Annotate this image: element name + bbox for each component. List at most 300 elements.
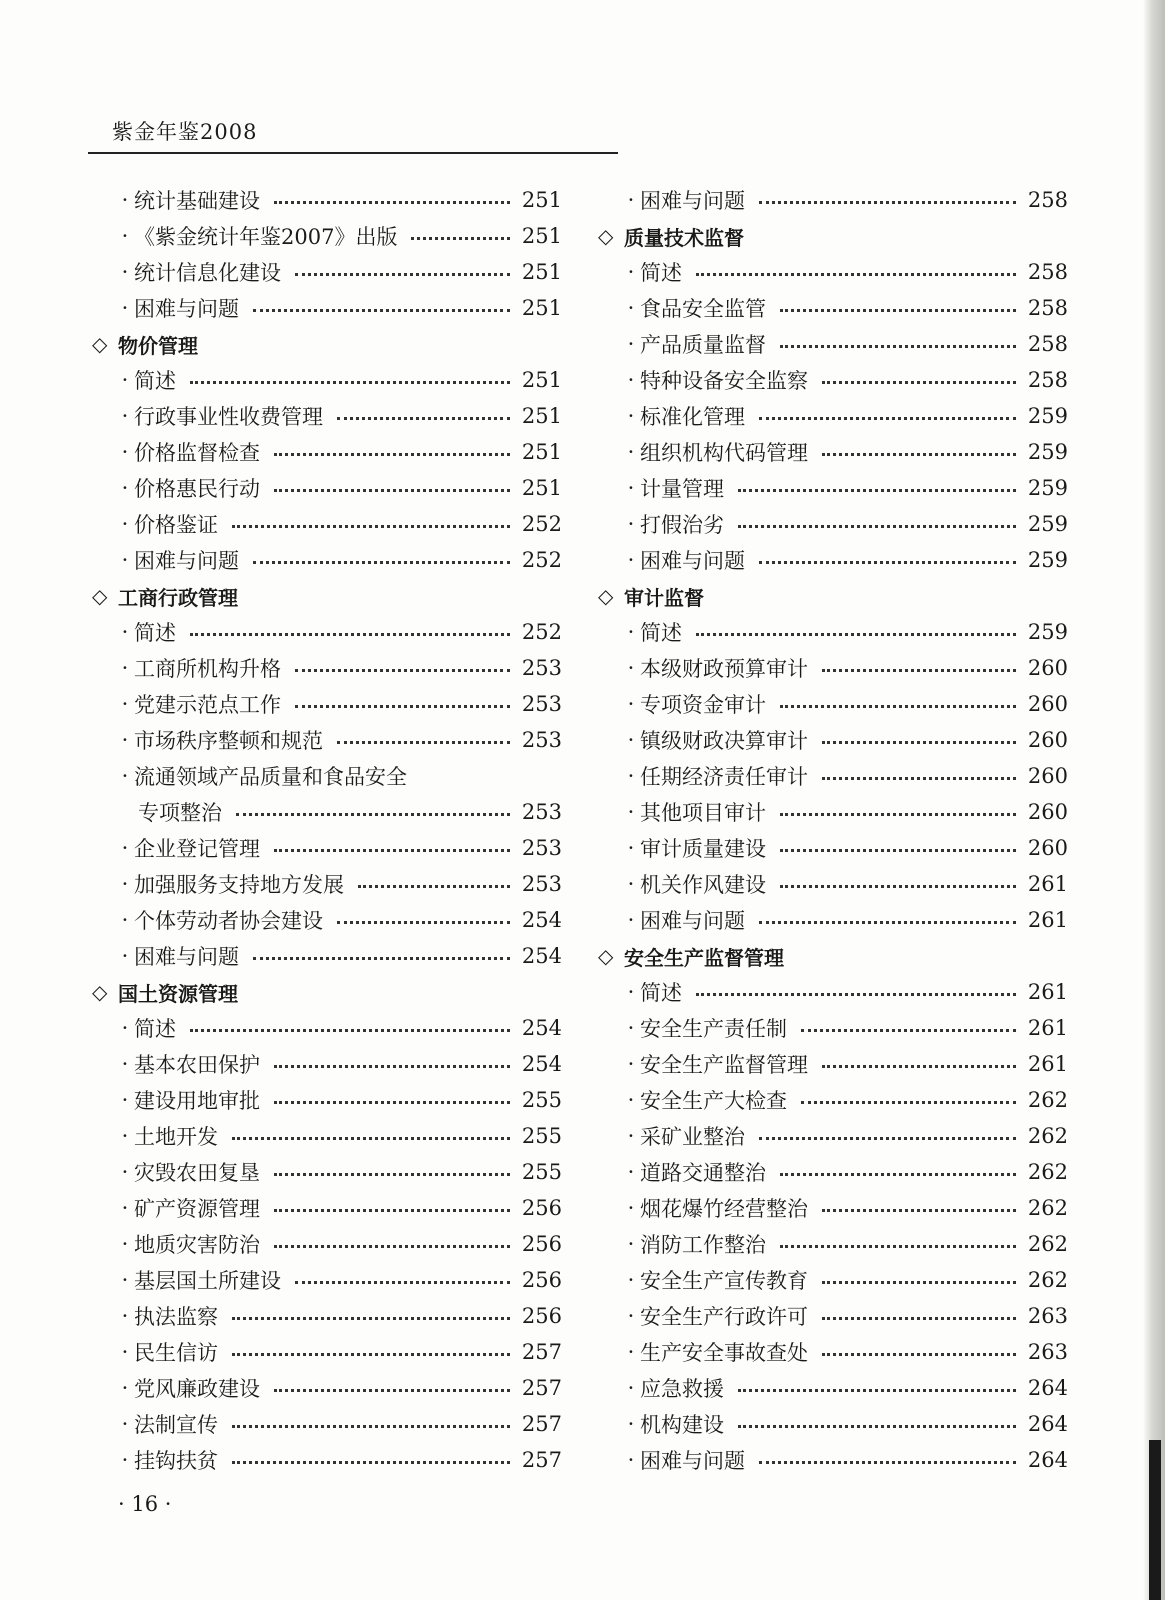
toc-entry	[92, 1154, 562, 1190]
toc-entry	[598, 254, 1068, 290]
toc-entry	[92, 722, 562, 758]
dot-leader	[759, 921, 1016, 924]
dot-leader	[295, 669, 510, 672]
dot-leader	[780, 813, 1016, 816]
entry-title: 困难与问题	[640, 1449, 745, 1473]
entry-page-number: 261	[1027, 872, 1068, 896]
entry-title: 专项资金审计	[640, 693, 766, 717]
toc-entry	[598, 470, 1068, 506]
bullet-icon: ·	[627, 1268, 635, 1292]
dot-leader	[295, 1281, 510, 1284]
entry-title: 基层国土所建设	[134, 1269, 281, 1293]
bullet-icon: ·	[627, 1304, 635, 1328]
dot-leader	[274, 1245, 510, 1248]
entry-title: 其他项目审计	[640, 801, 766, 825]
bullet-icon: ·	[627, 548, 635, 572]
entry-title: 统计信息化建设	[134, 261, 281, 285]
entry-page-number: 256	[521, 1232, 562, 1256]
dot-leader	[253, 561, 510, 564]
toc-entry	[598, 1334, 1068, 1370]
bullet-icon: ·	[627, 476, 635, 500]
entry-page-number: 260	[1027, 764, 1068, 788]
entry-title: 机构建设	[640, 1413, 724, 1437]
dot-leader	[780, 885, 1016, 888]
dot-leader	[411, 237, 510, 240]
dot-leader	[759, 1461, 1016, 1464]
toc-section-heading	[598, 578, 1068, 614]
entry-title: 简述	[134, 621, 176, 645]
bullet-icon: ·	[627, 872, 635, 896]
section-title: 审计监督	[624, 585, 704, 610]
dot-leader	[253, 309, 510, 312]
toc-entry	[92, 686, 562, 722]
entry-title: 消防工作整治	[640, 1233, 766, 1257]
diamond-icon: ◇	[92, 584, 108, 608]
entry-page-number: 257	[521, 1376, 562, 1400]
entry-title: 困难与问题	[134, 549, 239, 573]
dot-leader	[274, 1065, 510, 1068]
bullet-icon: ·	[627, 440, 635, 464]
entry-page-number: 260	[1027, 692, 1068, 716]
toc-entry	[598, 1298, 1068, 1334]
bullet-icon: ·	[121, 1016, 129, 1040]
dot-leader	[274, 1101, 510, 1104]
section-title: 工商行政管理	[118, 585, 238, 610]
bullet-icon: ·	[121, 404, 129, 428]
bullet-icon: ·	[121, 1124, 129, 1148]
entry-title: 计量管理	[640, 477, 724, 501]
entry-page-number: 251	[521, 260, 562, 284]
toc-entry	[598, 866, 1068, 902]
entry-page-number: 252	[521, 512, 562, 536]
entry-page-number: 253	[521, 656, 562, 680]
bullet-icon: ·	[627, 620, 635, 644]
scan-edge	[1143, 0, 1165, 1600]
entry-page-number: 254	[521, 908, 562, 932]
toc-entry	[598, 614, 1068, 650]
bullet-icon: ·	[627, 512, 635, 536]
bullet-icon: ·	[121, 1160, 129, 1184]
page-number: · 16 ·	[118, 1492, 172, 1516]
dot-leader	[822, 1317, 1016, 1320]
toc-entry	[92, 506, 562, 542]
entry-page-number: 252	[521, 548, 562, 572]
entry-page-number: 255	[521, 1160, 562, 1184]
toc-entry	[92, 254, 562, 290]
entry-page-number: 262	[1027, 1268, 1068, 1292]
toc-entry	[92, 830, 562, 866]
toc-entry	[92, 866, 562, 902]
entry-page-number: 256	[521, 1268, 562, 1292]
dot-leader	[738, 489, 1016, 492]
entry-title: 困难与问题	[640, 189, 745, 213]
entry-title: 建设用地审批	[134, 1089, 260, 1113]
bullet-icon: ·	[627, 368, 635, 392]
bullet-icon: ·	[121, 296, 129, 320]
bullet-icon: ·	[121, 1268, 129, 1292]
bullet-icon: ·	[121, 692, 129, 716]
entry-title: 简述	[640, 261, 682, 285]
entry-title: 镇级财政决算审计	[640, 729, 808, 753]
entry-title: 生产安全事故查处	[640, 1341, 808, 1365]
toc-entry	[598, 1046, 1068, 1082]
toc-entry	[92, 794, 562, 830]
entry-title: 采矿业整治	[640, 1125, 745, 1149]
entry-page-number: 259	[1027, 548, 1068, 572]
toc-entry	[92, 362, 562, 398]
bullet-icon: ·	[627, 1160, 635, 1184]
bullet-icon: ·	[627, 980, 635, 1004]
toc-entry	[598, 974, 1068, 1010]
dot-leader	[274, 1209, 510, 1212]
toc-entry	[598, 1370, 1068, 1406]
toc-entry	[92, 398, 562, 434]
toc-right-column	[598, 182, 1068, 1478]
entry-title: 简述	[640, 981, 682, 1005]
toc-entry	[92, 1262, 562, 1298]
section-title: 国土资源管理	[118, 981, 238, 1006]
dot-leader	[232, 1461, 510, 1464]
toc-entry	[92, 1226, 562, 1262]
toc-entry	[92, 182, 562, 218]
entry-page-number: 256	[521, 1304, 562, 1328]
entry-title: 灾毁农田复垦	[134, 1161, 260, 1185]
toc-entry	[598, 794, 1068, 830]
toc-entry	[92, 902, 562, 938]
entry-title: 简述	[640, 621, 682, 645]
toc-entry	[92, 470, 562, 506]
toc-entry	[598, 506, 1068, 542]
entry-title: 工商所机构升格	[134, 657, 281, 681]
bullet-icon: ·	[121, 368, 129, 392]
entry-page-number: 261	[1027, 980, 1068, 1004]
entry-title: 困难与问题	[640, 909, 745, 933]
toc-section-heading	[92, 326, 562, 362]
entry-title: 市场秩序整顿和规范	[134, 729, 323, 753]
entry-title: 民生信访	[134, 1341, 218, 1365]
bullet-icon: ·	[627, 1412, 635, 1436]
entry-title: 打假治劣	[640, 513, 724, 537]
dot-leader	[822, 1281, 1016, 1284]
entry-page-number: 263	[1027, 1304, 1068, 1328]
toc-entry	[92, 758, 562, 794]
entry-title: 困难与问题	[134, 945, 239, 969]
entry-title: 统计基础建设	[134, 189, 260, 213]
entry-page-number: 251	[521, 188, 562, 212]
entry-title: 产品质量监督	[640, 333, 766, 357]
entry-title: 矿产资源管理	[134, 1197, 260, 1221]
entry-page-number: 262	[1027, 1088, 1068, 1112]
entry-title: 道路交通整治	[640, 1161, 766, 1185]
dot-leader	[780, 849, 1016, 852]
bullet-icon: ·	[627, 1016, 635, 1040]
entry-page-number: 259	[1027, 476, 1068, 500]
bullet-icon: ·	[121, 1088, 129, 1112]
toc-entry	[598, 542, 1068, 578]
dot-leader	[274, 453, 510, 456]
entry-title: 安全生产行政许可	[640, 1305, 808, 1329]
dot-leader	[780, 309, 1016, 312]
dot-leader	[337, 921, 510, 924]
header-rule	[88, 152, 618, 154]
entry-title: 企业登记管理	[134, 837, 260, 861]
dot-leader	[759, 1137, 1016, 1140]
toc-entry	[598, 1154, 1068, 1190]
entry-page-number: 260	[1027, 656, 1068, 680]
toc-entry	[598, 758, 1068, 794]
entry-page-number: 259	[1027, 404, 1068, 428]
entry-page-number: 262	[1027, 1124, 1068, 1148]
dot-leader	[822, 1209, 1016, 1212]
entry-title: 任期经济责任审计	[640, 765, 808, 789]
dot-leader	[232, 525, 510, 528]
bullet-icon: ·	[627, 800, 635, 824]
dot-leader	[780, 705, 1016, 708]
dot-leader	[190, 381, 510, 384]
dot-leader	[696, 993, 1016, 996]
dot-leader	[358, 885, 510, 888]
toc-entry	[598, 290, 1068, 326]
bullet-icon: ·	[627, 1052, 635, 1076]
dot-leader	[801, 1101, 1016, 1104]
entry-page-number: 251	[521, 368, 562, 392]
entry-page-number: 253	[521, 836, 562, 860]
bullet-icon: ·	[627, 1376, 635, 1400]
dot-leader	[236, 813, 510, 816]
bullet-icon: ·	[121, 764, 129, 788]
entry-page-number: 257	[521, 1340, 562, 1364]
dot-leader	[190, 633, 510, 636]
entry-page-number: 254	[521, 1016, 562, 1040]
entry-page-number: 251	[521, 296, 562, 320]
dot-leader	[759, 561, 1016, 564]
entry-page-number: 253	[521, 692, 562, 716]
dot-leader	[274, 201, 510, 204]
entry-title: 机关作风建设	[640, 873, 766, 897]
entry-page-number: 259	[1027, 620, 1068, 644]
bullet-icon: ·	[121, 656, 129, 680]
toc-section-heading	[92, 974, 562, 1010]
bullet-icon: ·	[121, 620, 129, 644]
bullet-icon: ·	[627, 296, 635, 320]
toc-section-heading	[598, 218, 1068, 254]
dot-leader	[232, 1137, 510, 1140]
diamond-icon: ◇	[598, 584, 614, 608]
toc-entry	[92, 542, 562, 578]
entry-title: 简述	[134, 369, 176, 393]
section-title: 物价管理	[118, 333, 198, 358]
bullet-icon: ·	[627, 656, 635, 680]
toc-entry	[92, 1442, 562, 1478]
dot-leader	[822, 381, 1016, 384]
diamond-icon: ◇	[598, 224, 614, 248]
bullet-icon: ·	[121, 1232, 129, 1256]
toc-entry	[92, 1334, 562, 1370]
entry-title: 价格监督检查	[134, 441, 260, 465]
dot-leader	[738, 1425, 1016, 1428]
entry-page-number: 254	[521, 944, 562, 968]
dot-leader	[696, 633, 1016, 636]
entry-page-number: 253	[521, 800, 562, 824]
entry-page-number: 260	[1027, 800, 1068, 824]
entry-title: 组织机构代码管理	[640, 441, 808, 465]
bullet-icon: ·	[121, 476, 129, 500]
entry-page-number: 257	[521, 1448, 562, 1472]
bullet-icon: ·	[627, 836, 635, 860]
dot-leader	[822, 453, 1016, 456]
toc-entry	[598, 830, 1068, 866]
dot-leader	[822, 1065, 1016, 1068]
bullet-icon: ·	[627, 692, 635, 716]
entry-title: 党风廉政建设	[134, 1377, 260, 1401]
dot-leader	[295, 705, 510, 708]
bullet-icon: ·	[121, 1412, 129, 1436]
dot-leader	[253, 957, 510, 960]
entry-page-number: 263	[1027, 1340, 1068, 1364]
entry-title: 简述	[134, 1017, 176, 1041]
entry-title: 行政事业性收费管理	[134, 405, 323, 429]
toc-entry	[92, 1046, 562, 1082]
entry-title: 安全生产监督管理	[640, 1053, 808, 1077]
bullet-icon: ·	[121, 728, 129, 752]
bullet-icon: ·	[121, 1304, 129, 1328]
bullet-icon: ·	[627, 908, 635, 932]
dot-leader	[337, 417, 510, 420]
dot-leader	[232, 1353, 510, 1356]
entry-page-number: 260	[1027, 836, 1068, 860]
dot-leader	[738, 525, 1016, 528]
entry-title: 地质灾害防治	[134, 1233, 260, 1257]
entry-page-number: 259	[1027, 512, 1068, 536]
bullet-icon: ·	[627, 1340, 635, 1364]
bullet-icon: ·	[121, 512, 129, 536]
dot-leader	[190, 1029, 510, 1032]
entry-title: 审计质量建设	[640, 837, 766, 861]
entry-title: 加强服务支持地方发展	[134, 873, 344, 897]
toc-entry	[92, 1082, 562, 1118]
entry-page-number: 261	[1027, 908, 1068, 932]
entry-title: 安全生产宣传教育	[640, 1269, 808, 1293]
toc-section-heading	[598, 938, 1068, 974]
bullet-icon: ·	[121, 908, 129, 932]
toc-entry	[92, 650, 562, 686]
toc-entry	[92, 290, 562, 326]
entry-title: 基本农田保护	[134, 1053, 260, 1077]
toc-entry	[598, 902, 1068, 938]
dot-leader	[780, 1173, 1016, 1176]
bullet-icon: ·	[121, 188, 129, 212]
dot-leader	[822, 777, 1016, 780]
toc-left-column	[92, 182, 562, 1478]
diamond-icon: ◇	[92, 332, 108, 356]
dot-leader	[759, 201, 1016, 204]
bullet-icon: ·	[627, 1232, 635, 1256]
entry-page-number: 257	[521, 1412, 562, 1436]
dot-leader	[801, 1029, 1016, 1032]
bullet-icon: ·	[121, 872, 129, 896]
dot-leader	[822, 669, 1016, 672]
entry-page-number: 256	[521, 1196, 562, 1220]
toc-entry	[598, 1226, 1068, 1262]
toc-entry	[92, 1406, 562, 1442]
toc-entry	[92, 434, 562, 470]
entry-title: 执法监察	[134, 1305, 218, 1329]
toc-entry	[92, 938, 562, 974]
entry-title: 流通领域产品质量和食品安全	[134, 765, 407, 789]
bullet-icon: ·	[627, 1088, 635, 1112]
dot-leader	[274, 489, 510, 492]
bullet-icon: ·	[627, 1124, 635, 1148]
toc-entry	[598, 1262, 1068, 1298]
toc-entry	[598, 362, 1068, 398]
dot-leader	[295, 273, 510, 276]
entry-page-number: 264	[1027, 1376, 1068, 1400]
entry-title: 特种设备安全监察	[640, 369, 808, 393]
dot-leader	[232, 1425, 510, 1428]
entry-page-number: 262	[1027, 1160, 1068, 1184]
bullet-icon: ·	[627, 1448, 635, 1472]
diamond-icon: ◇	[598, 944, 614, 968]
dot-leader	[232, 1317, 510, 1320]
dot-leader	[780, 345, 1016, 348]
dot-leader	[696, 273, 1016, 276]
entry-title: 食品安全监管	[640, 297, 766, 321]
entry-title: 土地开发	[134, 1125, 218, 1149]
entry-page-number: 264	[1027, 1448, 1068, 1472]
dot-leader	[780, 1245, 1016, 1248]
dot-leader	[822, 1353, 1016, 1356]
entry-page-number: 264	[1027, 1412, 1068, 1436]
toc-entry	[92, 1118, 562, 1154]
scan-edge-shadow	[1149, 1440, 1161, 1600]
entry-page-number: 260	[1027, 728, 1068, 752]
toc-entry	[92, 614, 562, 650]
bullet-icon: ·	[121, 1340, 129, 1364]
bullet-icon: ·	[627, 728, 635, 752]
entry-page-number: 258	[1027, 332, 1068, 356]
entry-title: 困难与问题	[134, 297, 239, 321]
section-title: 质量技术监督	[624, 225, 744, 250]
toc-entry	[598, 434, 1068, 470]
toc-entry	[92, 1190, 562, 1226]
bullet-icon: ·	[121, 1376, 129, 1400]
entry-page-number: 258	[1027, 368, 1068, 392]
entry-page-number: 251	[521, 476, 562, 500]
entry-title: 专项整治	[138, 801, 222, 825]
dot-leader	[274, 1389, 510, 1392]
bullet-icon: ·	[627, 404, 635, 428]
dot-leader	[759, 417, 1016, 420]
toc-entry	[598, 722, 1068, 758]
entry-page-number: 259	[1027, 440, 1068, 464]
entry-page-number: 255	[521, 1088, 562, 1112]
entry-page-number: 258	[1027, 260, 1068, 284]
bullet-icon: ·	[121, 1448, 129, 1472]
bullet-icon: ·	[121, 836, 129, 860]
bullet-icon: ·	[121, 548, 129, 572]
bullet-icon: ·	[121, 440, 129, 464]
entry-page-number: 261	[1027, 1016, 1068, 1040]
entry-title: 本级财政预算审计	[640, 657, 808, 681]
toc-entry	[598, 398, 1068, 434]
entry-title: 法制宣传	[134, 1413, 218, 1437]
entry-title: 困难与问题	[640, 549, 745, 573]
entry-page-number: 253	[521, 872, 562, 896]
toc-entry	[92, 1370, 562, 1406]
bullet-icon: ·	[121, 1052, 129, 1076]
toc-section-heading	[92, 578, 562, 614]
dot-leader	[274, 1173, 510, 1176]
